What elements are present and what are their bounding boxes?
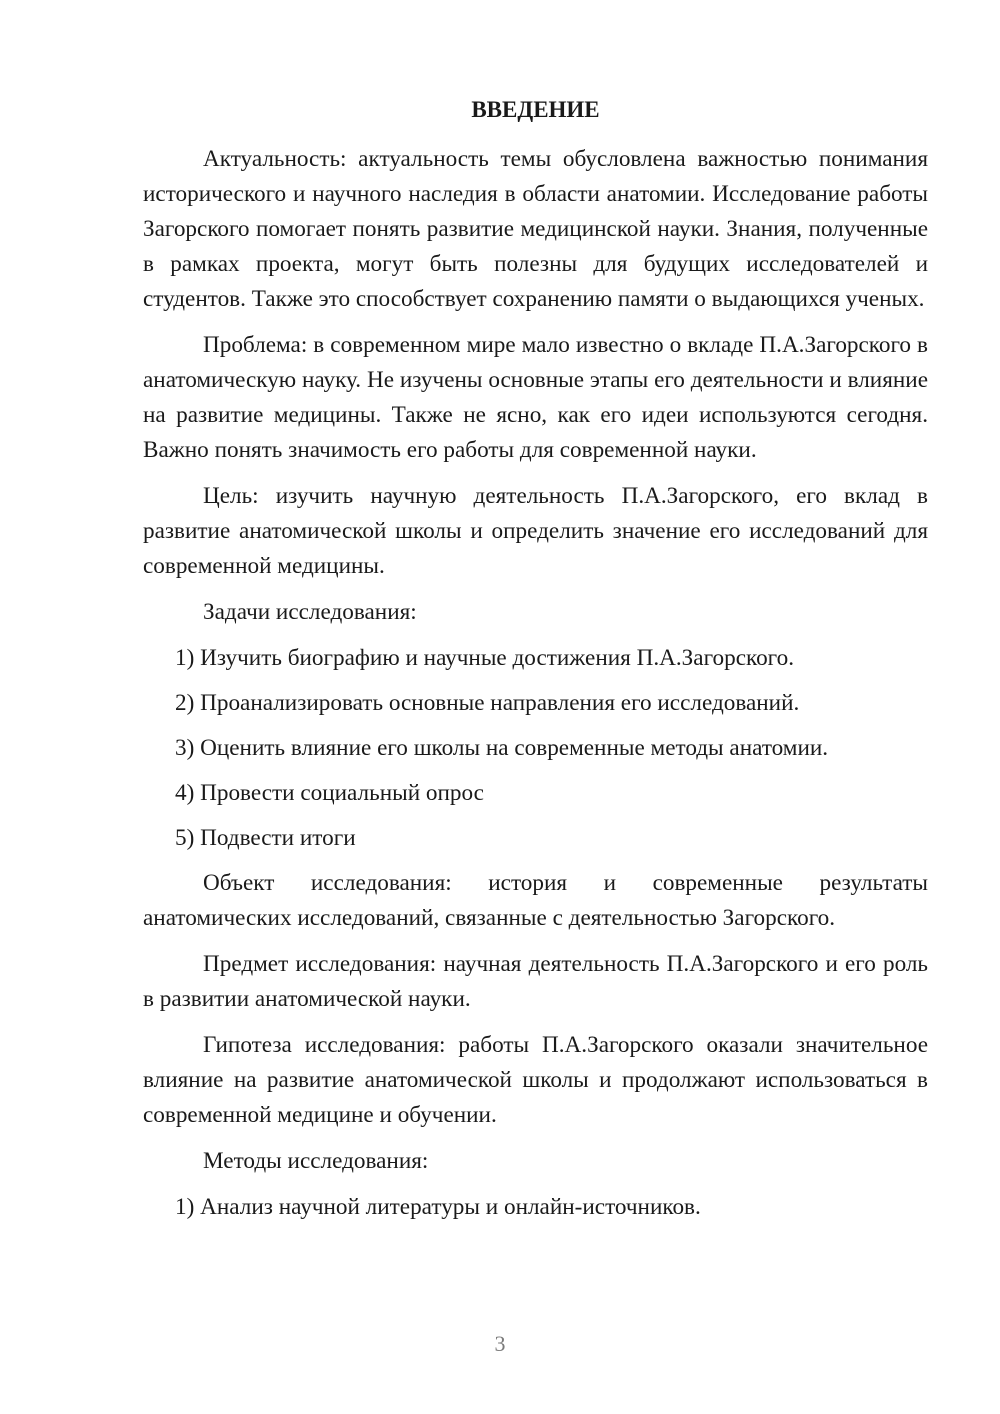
list-item: 5) Подвести итоги xyxy=(175,825,356,851)
methods-heading: Методы исследования: xyxy=(203,1148,429,1174)
object-paragraph: Объект исследования: история и современные результаты анатомических исследований, связанные с деятельностью Загорского. xyxy=(143,870,928,931)
list-item: 1) Анализ научной литературы и онлайн-источников. xyxy=(175,1194,701,1220)
list-item: 2) Проанализировать основные направления его исследований. xyxy=(175,690,800,716)
relevance-paragraph: Актуальность: актуальность темы обусловлена важностью понимания исторического и научного наследия в области анатомии. Исследование работы Загорского помогает понять развитие медицинской науки. Знания, полученные в рамках проекта, могут быть полезны для будущих исследователей и студентов. Также это способствует сохранению памяти о выдающихся ученых. xyxy=(143,146,928,312)
list-item: 4) Провести социальный опрос xyxy=(175,780,484,806)
document-page xyxy=(143,92,928,1235)
hypothesis-paragraph: Гипотеза исследования: работы П.А.Загорского оказали значительное влияние на развитие анатомической школы и продолжают использоваться в современной медицине и обучении. xyxy=(143,1032,928,1128)
list-item: 1) Изучить биографию и научные достижения П.А.Загорского. xyxy=(175,645,795,671)
tasks-heading: Задачи исследования: xyxy=(203,599,417,625)
page-title: ВВЕДЕНИЕ xyxy=(471,97,600,122)
tasks-list xyxy=(143,641,928,856)
list-item: 3) Оценить влияние его школы на современные методы анатомии. xyxy=(175,735,829,761)
methods-list xyxy=(143,1190,928,1225)
goal-paragraph: Цель: изучить научную деятельность П.А.Загорского, его вклад в развитие анатомической школы и определить значение его исследований для современной медицины. xyxy=(143,483,928,579)
problem-paragraph: Проблема: в современном мире мало известно о вкладе П.А.Загорского в анатомическую науку. Не изучены основные этапы его деятельности и влияние на развитие медицины. Также не ясно, как его идеи используются сегодня. Важно понять значимость его работы для современной науки. xyxy=(143,332,928,463)
subject-paragraph: Предмет исследования: научная деятельность П.А.Загорского и его роль в развитии анатомической науки. xyxy=(143,951,928,1012)
page-number: 3 xyxy=(494,1331,506,1356)
